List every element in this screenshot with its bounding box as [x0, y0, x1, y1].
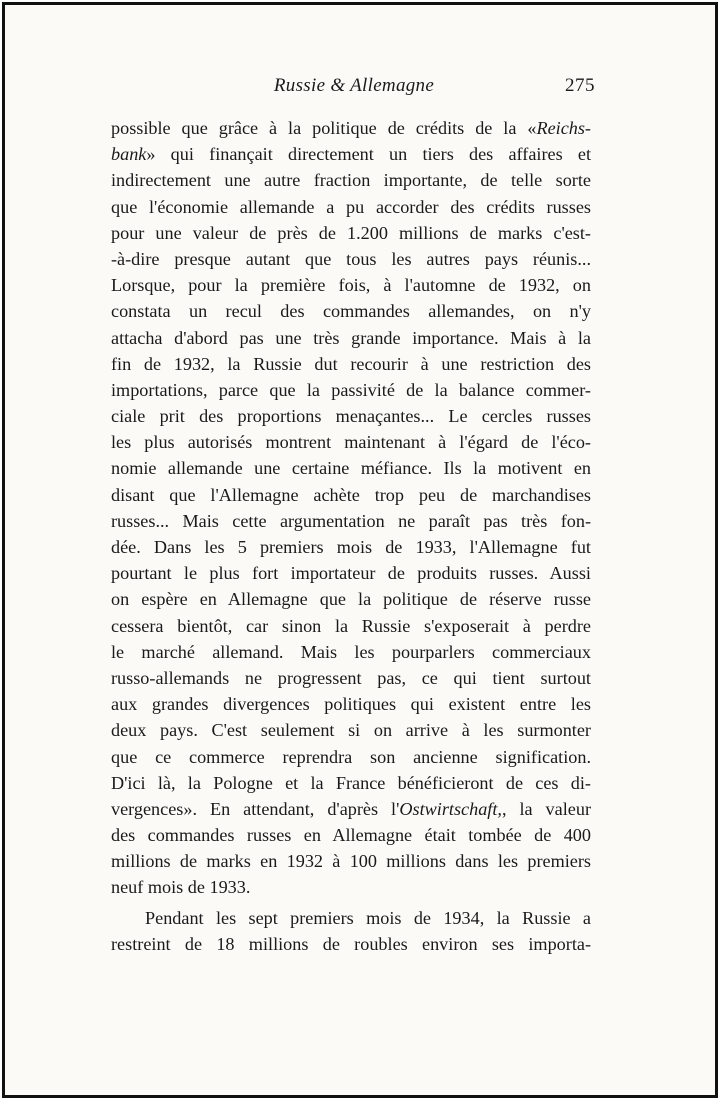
- text-segment: vergences». En attendant, d'après l': [111, 798, 400, 819]
- text-line: restreint de 18 millions de roubles environ ses importa-: [111, 933, 591, 954]
- page-number: 275: [565, 75, 595, 96]
- text-line: [111, 115, 591, 141]
- text-line: deux pays. C'est seulement si on arrive à les surmonter: [111, 720, 591, 741]
- text-line: que l'économie allemande a pu accorder des crédits russes: [111, 196, 591, 217]
- text-segment: » qui finançait directement un tiers des affaires et: [146, 144, 591, 165]
- text-line: fin de 1932, la Russie dut recourir à une restriction des: [111, 353, 591, 374]
- running-head: [113, 75, 595, 105]
- italic-term-bank: bank: [111, 144, 147, 165]
- text-line: dée. Dans les 5 premiers mois de 1933, l'Allemagne fut: [111, 537, 591, 557]
- text-line: disant que l'Allemagne achète trop peu de marchandises: [111, 484, 591, 505]
- text-line: D'ici là, la Pologne et la France bénéficieront de ces di-: [111, 772, 591, 793]
- text-line: on espère en Allemagne que la politique de réserve russe: [111, 589, 591, 610]
- text-line: que ce commerce reprendra son ancienne signification.: [111, 746, 591, 767]
- text-line: importations, parce que la passivité de la balance commer-: [111, 379, 591, 400]
- text-line: les plus autorisés montrent maintenant à l'égard de l'éco-: [111, 432, 591, 453]
- text-line: pour une valeur de près de 1.200 millions de marks c'est-: [111, 222, 591, 243]
- page-frame: [2, 2, 718, 1098]
- text-line: pourtant le plus fort importateur de produits russes. Aussi: [111, 563, 591, 584]
- italic-term-ostwirtschaft: Ostwirtschaft,: [399, 798, 502, 819]
- text-line: russes... Mais cette argumentation ne paraît pas très fon-: [111, 510, 591, 531]
- text-line: [111, 141, 591, 167]
- body-text: [111, 115, 591, 957]
- text-line: neuf mois de 1933.: [111, 877, 251, 898]
- text-line: constata un recul des commandes allemandes, on n'y: [111, 301, 591, 322]
- text-line: ciale prit des proportions menaçantes... Le cercles russes: [111, 406, 591, 427]
- text-line: [111, 796, 591, 822]
- text-line: des commandes russes en Allemagne était tombée de 400: [111, 825, 591, 846]
- text-line: indirectement une autre fraction importante, de telle sorte: [111, 170, 591, 191]
- text-line: Lorsque, pour la première fois, à l'automne de 1932, on: [111, 275, 591, 296]
- text-line: -à-dire presque autant que tous les autres pays réunis...: [111, 248, 591, 269]
- running-title: Russie & Allemagne: [273, 75, 435, 96]
- text-line: cessera bientôt, car sinon la Russie s'exposerait à perdre: [111, 615, 591, 636]
- text-line: millions de marks en 1932 à 100 millions dans les premiers: [111, 851, 591, 872]
- text-line: Pendant les sept premiers mois de 1934, la Russie a: [145, 907, 591, 928]
- text-segment: possible que grâce à la politique de crédits de la «: [111, 118, 537, 138]
- text-line: aux grandes divergences politiques qui existent entre les: [111, 694, 591, 715]
- text-line: le marché allemand. Mais les pourparlers commerciaux: [111, 641, 591, 662]
- text-line: nomie allemande une certaine méfiance. Ils la motivent en: [111, 458, 591, 479]
- text-line: russo-allemands ne progressent pas, ce qui tient surtout: [111, 667, 591, 688]
- text-line: attacha d'abord pas une très grande importance. Mais à la: [111, 327, 591, 348]
- italic-term-reichs: Reichs-: [536, 118, 591, 138]
- text-segment: , la valeur: [501, 798, 591, 819]
